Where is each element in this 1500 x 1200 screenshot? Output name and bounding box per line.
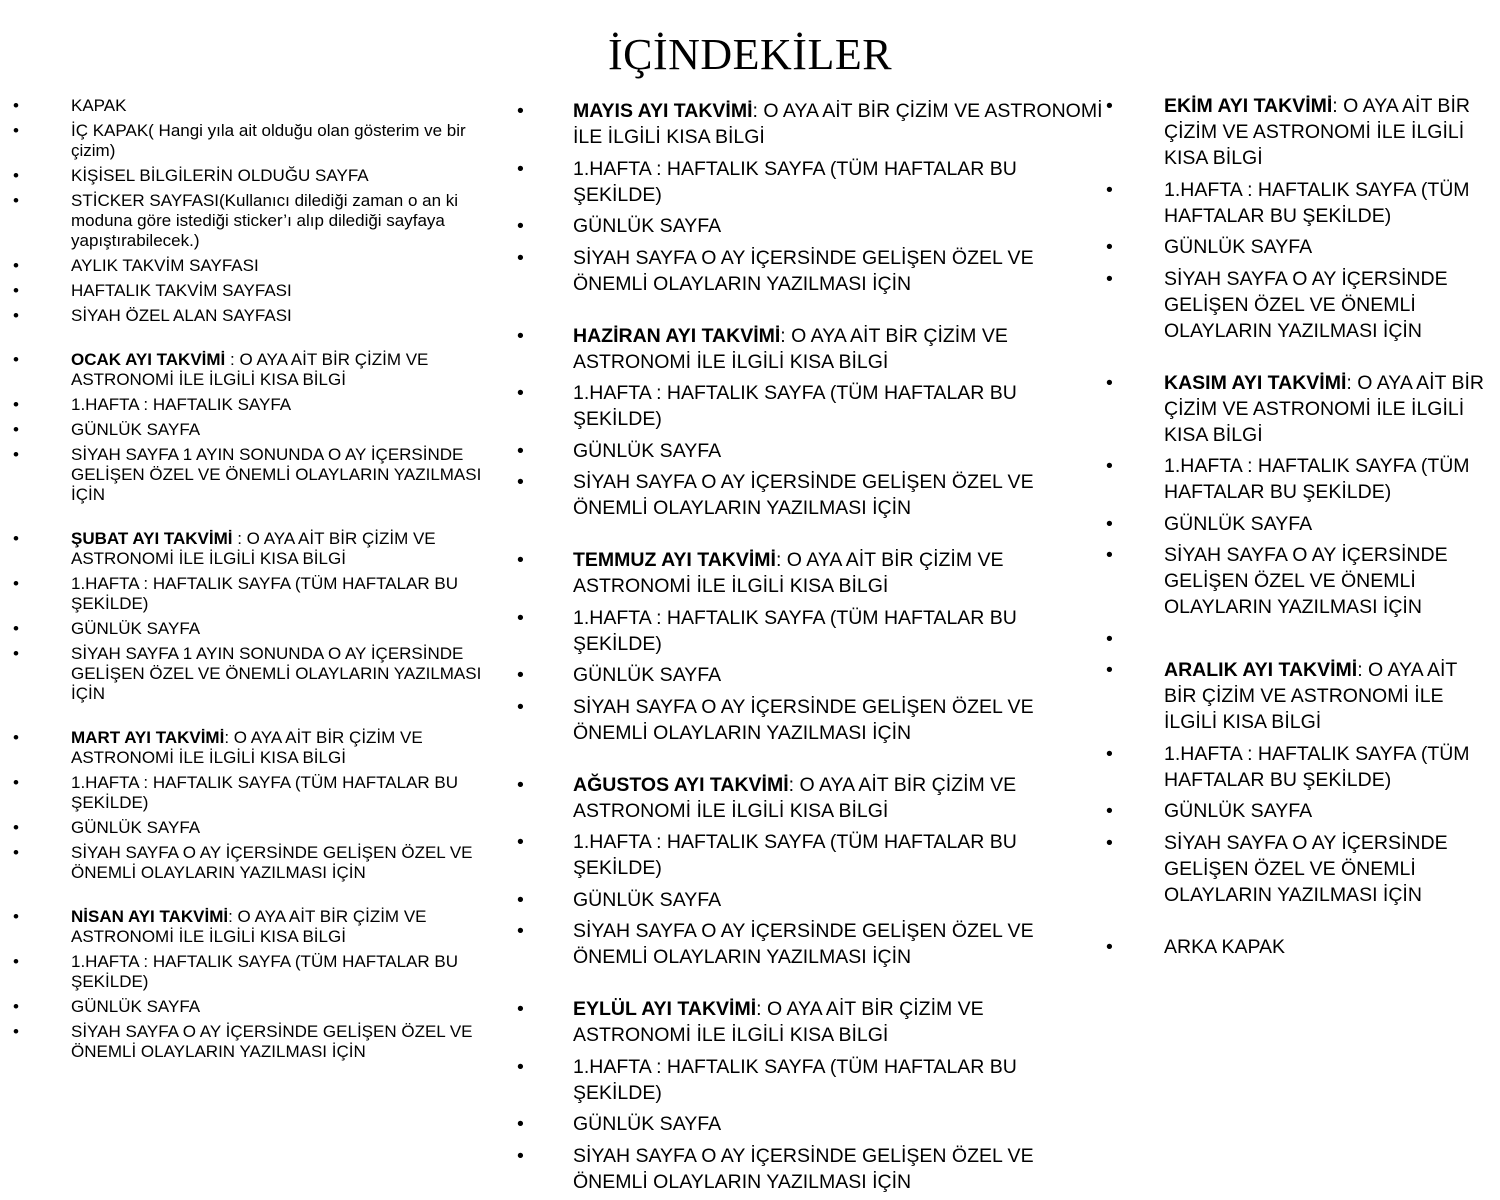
toc-month-heading-temmuz — [573, 547, 1103, 599]
toc-item-week: • 1.HAFTA : HAFTALIK SAYFA (TÜM HAFTALAR BU ŞEKİLDE) — [1164, 177, 1494, 229]
toc-item-black-page: • SİYAH SAYFA O AY İÇERSİNDE GELİŞEN ÖZEL VE ÖNEMLİ OLAYLARIN YAZILMASI İÇİN — [573, 245, 1103, 297]
toc-month-heading-ocak — [71, 350, 511, 390]
toc-item-daily: • GÜNLÜK SAYFA — [573, 662, 1103, 688]
toc-item-week: • 1.HAFTA : HAFTALIK SAYFA (TÜM HAFTALAR BU ŞEKİLDE) — [573, 829, 1103, 881]
month-name: EYLÜL AYI TAKVİMİ — [573, 998, 757, 1020]
toc-item-personal-info: • KİŞİSEL BİLGİLERİN OLDUĞU SAYFA — [71, 166, 511, 186]
toc-item-black-page: • SİYAH SAYFA O AY İÇERSİNDE GELİŞEN ÖZEL VE ÖNEMLİ OLAYLARIN YAZILMASI İÇİN — [1164, 830, 1494, 908]
toc-month-heading-haziran — [573, 323, 1103, 375]
toc-item-black-special: • SİYAH ÖZEL ALAN SAYFASI — [71, 306, 511, 326]
toc-month-heading-subat — [71, 529, 511, 569]
toc-month-heading-nisan — [71, 907, 511, 947]
toc-item-inner-cover: • İÇ KAPAK( Hangi yıla ait olduğu olan gösterim ve bir çizim) — [71, 121, 511, 161]
month-desc: : O AYA AİT BİR ÇİZİM VE ASTRONOMİ İLE İLGİLİ KISA BİLGİ — [573, 324, 1008, 373]
toc-item-daily: • GÜNLÜK SAYFA — [71, 619, 511, 639]
toc-item-week: • 1.HAFTA : HAFTALIK SAYFA (TÜM HAFTALAR BU ŞEKİLDE) — [573, 605, 1103, 657]
month-desc: : O AYA AİT BİR ÇİZİM VE ASTRONOMİ İLE İLGİLİ KISA BİLGİ — [71, 728, 423, 767]
month-name: NİSAN AYI TAKVİMİ — [71, 907, 229, 926]
toc-month-heading-agustos — [573, 772, 1103, 824]
toc-item-monthly-calendar: • AYLIK TAKVİM SAYFASI — [71, 256, 511, 276]
toc-item-daily: • GÜNLÜK SAYFA — [573, 213, 1103, 239]
month-desc: : O AYA AİT BİR ÇİZİM VE ASTRONOMİ İLE İLGİLİ KISA BİLGİ — [1164, 371, 1485, 446]
toc-item-black-page: • SİYAH SAYFA O AY İÇERSİNDE GELİŞEN ÖZEL VE ÖNEMLİ OLAYLARIN YAZILMASI İÇİN — [573, 469, 1103, 521]
toc-item-black-page: • SİYAH SAYFA O AY İÇERSİNDE GELİŞEN ÖZEL VE ÖNEMLİ OLAYLARIN YAZILMASI İÇİN — [1164, 266, 1494, 344]
toc-item-empty — [1164, 626, 1494, 652]
toc-month-heading-mart — [71, 728, 511, 768]
toc-item-daily: • GÜNLÜK SAYFA — [1164, 234, 1494, 260]
toc-item-week: • 1.HAFTA : HAFTALIK SAYFA (TÜM HAFTALAR BU ŞEKİLDE) — [1164, 741, 1494, 793]
toc-item-week: • 1.HAFTA : HAFTALIK SAYFA (TÜM HAFTALAR BU ŞEKİLDE) — [1164, 453, 1494, 505]
toc-month-heading-ekim — [1164, 93, 1494, 171]
toc-month-heading-eylul — [573, 996, 1103, 1048]
month-name: ARALIK AYI TAKVİMİ — [1164, 659, 1358, 681]
toc-item-black-page: • SİYAH SAYFA O AY İÇERSİNDE GELİŞEN ÖZEL VE ÖNEMLİ OLAYLARIN YAZILMASI İÇİN — [1164, 542, 1494, 620]
toc-item-week: • 1.HAFTA : HAFTALIK SAYFA (TÜM HAFTALAR BU ŞEKİLDE) — [573, 156, 1103, 208]
month-desc: : O AYA AİT BİR ÇİZİM VE ASTRONOMİ İLE İLGİLİ KISA BİLGİ — [573, 773, 1017, 822]
month-name: EKİM AYI TAKVİMİ — [1164, 95, 1333, 117]
toc-item-sticker-page: • STİCKER SAYFASI(Kullanıcı dilediği zaman o an ki moduna göre istediği sticker’ı alıp dilediği sayfaya yapıştırabilecek.) — [71, 191, 511, 251]
toc-item-week: • 1.HAFTA : HAFTALIK SAYFA — [71, 395, 511, 415]
month-desc: : O AYA AİT BİR ÇİZİM VE ASTRONOMİ İLE İLGİLİ KISA BİLGİ — [573, 549, 1004, 597]
month-name: AĞUSTOS AYI TAKVİMİ — [573, 773, 789, 796]
toc-item-daily: • GÜNLÜK SAYFA — [1164, 798, 1494, 824]
toc-month-heading-kasim — [1164, 370, 1494, 448]
month-desc: : O AYA AİT BİR ÇİZİM VE ASTRONOMİ İLE İLGİLİ KISA BİLGİ — [71, 350, 429, 389]
month-desc: : O AYA AİT BİR ÇİZİM VE ASTRONOMİ İLE İLGİLİ KISA BİLGİ — [71, 907, 427, 946]
toc-column-1 — [71, 96, 511, 1067]
month-desc: : O AYA AİT BİR ÇİZİM VE ASTRONOMİ İLE İLGİLİ KISA BİLGİ — [1164, 95, 1470, 169]
month-name: OCAK AYI TAKVİMİ — [71, 350, 226, 369]
page-title: İÇİNDEKİLER — [607, 30, 893, 79]
toc-item-week: • 1.HAFTA : HAFTALIK SAYFA (TÜM HAFTALAR BU ŞEKİLDE) — [71, 574, 511, 614]
toc-item-black-page: • SİYAH SAYFA O AY İÇERSİNDE GELİŞEN ÖZEL VE ÖNEMLİ OLAYLARIN YAZILMASI İÇİN — [573, 694, 1103, 746]
toc-item-weekly-calendar: • HAFTALIK TAKVİM SAYFASI — [71, 281, 511, 301]
month-name: MART AYI TAKVİMİ — [71, 728, 225, 747]
toc-item-black-page: • SİYAH SAYFA O AY İÇERSİNDE GELİŞEN ÖZEL VE ÖNEMLİ OLAYLARIN YAZILMASI İÇİN — [573, 918, 1103, 970]
toc-item-black-page: • SİYAH SAYFA O AY İÇERSİNDE GELİŞEN ÖZEL VE ÖNEMLİ OLAYLARIN YAZILMASI İÇİN — [71, 843, 511, 883]
toc-item-cover: • KAPAK — [71, 96, 511, 116]
toc-item-black-page: • SİYAH SAYFA 1 AYIN SONUNDA O AY İÇERSİNDE GELİŞEN ÖZEL VE ÖNEMLİ OLAYLARIN YAZILMASI İÇİN — [71, 445, 511, 505]
toc-item-daily: • GÜNLÜK SAYFA — [71, 818, 511, 838]
toc-column-3 — [1164, 93, 1494, 965]
month-desc: : O AYA AİT BİR ÇİZİM VE ASTRONOMİ İLE İLGİLİ KISA BİLGİ — [1164, 659, 1457, 733]
toc-item-daily: • GÜNLÜK SAYFA — [71, 420, 511, 440]
month-name: ŞUBAT AYI TAKVİMİ — [71, 529, 233, 548]
month-name: HAZİRAN AYI TAKVİMİ — [573, 324, 781, 347]
month-desc: : O AYA AİT BİR ÇİZİM VE ASTRONOMİ İLE İLGİLİ KISA BİLGİ — [573, 100, 1103, 148]
month-name: MAYIS AYI TAKVİMİ — [573, 100, 753, 122]
toc-month-heading-aralik — [1164, 657, 1494, 735]
toc-item-daily: • GÜNLÜK SAYFA — [573, 887, 1103, 913]
toc-item-week: • 1.HAFTA : HAFTALIK SAYFA (TÜM HAFTALAR BU ŞEKİLDE) — [71, 952, 511, 992]
toc-item-black-page: • SİYAH SAYFA 1 AYIN SONUNDA O AY İÇERSİNDE GELİŞEN ÖZEL VE ÖNEMLİ OLAYLARIN YAZILMASI İÇİN — [71, 644, 511, 704]
month-desc: : O AYA AİT BİR ÇİZİM VE ASTRONOMİ İLE İLGİLİ KISA BİLGİ — [573, 998, 984, 1046]
toc-item-black-page: • SİYAH SAYFA O AY İÇERSİNDE GELİŞEN ÖZEL VE ÖNEMLİ OLAYLARIN YAZILMASI İÇİN — [71, 1022, 511, 1062]
toc-item-week: • 1.HAFTA : HAFTALIK SAYFA (TÜM HAFTALAR BU ŞEKİLDE) — [71, 773, 511, 813]
toc-column-2 — [573, 98, 1103, 1200]
toc-item-back-cover: • ARKA KAPAK — [1164, 934, 1494, 960]
toc-item-daily: • GÜNLÜK SAYFA — [1164, 511, 1494, 537]
toc-item-daily: • GÜNLÜK SAYFA — [71, 997, 511, 1017]
toc-month-heading-mayis — [573, 98, 1103, 150]
month-desc: : O AYA AİT BİR ÇİZİM VE ASTRONOMİ İLE İLGİLİ KISA BİLGİ — [71, 529, 436, 568]
toc-item-week: • 1.HAFTA : HAFTALIK SAYFA (TÜM HAFTALAR BU ŞEKİLDE) — [573, 1054, 1103, 1106]
toc-item-black-page: • SİYAH SAYFA O AY İÇERSİNDE GELİŞEN ÖZEL VE ÖNEMLİ OLAYLARIN YAZILMASI İÇİN — [573, 1143, 1103, 1195]
month-name: TEMMUZ AYI TAKVİMİ — [573, 549, 776, 571]
toc-item-week: • 1.HAFTA : HAFTALIK SAYFA (TÜM HAFTALAR BU ŞEKİLDE) — [573, 380, 1103, 432]
toc-item-daily: • GÜNLÜK SAYFA — [573, 438, 1103, 464]
month-name: KASIM AYI TAKVİMİ — [1164, 371, 1347, 394]
toc-item-daily: • GÜNLÜK SAYFA — [573, 1111, 1103, 1137]
